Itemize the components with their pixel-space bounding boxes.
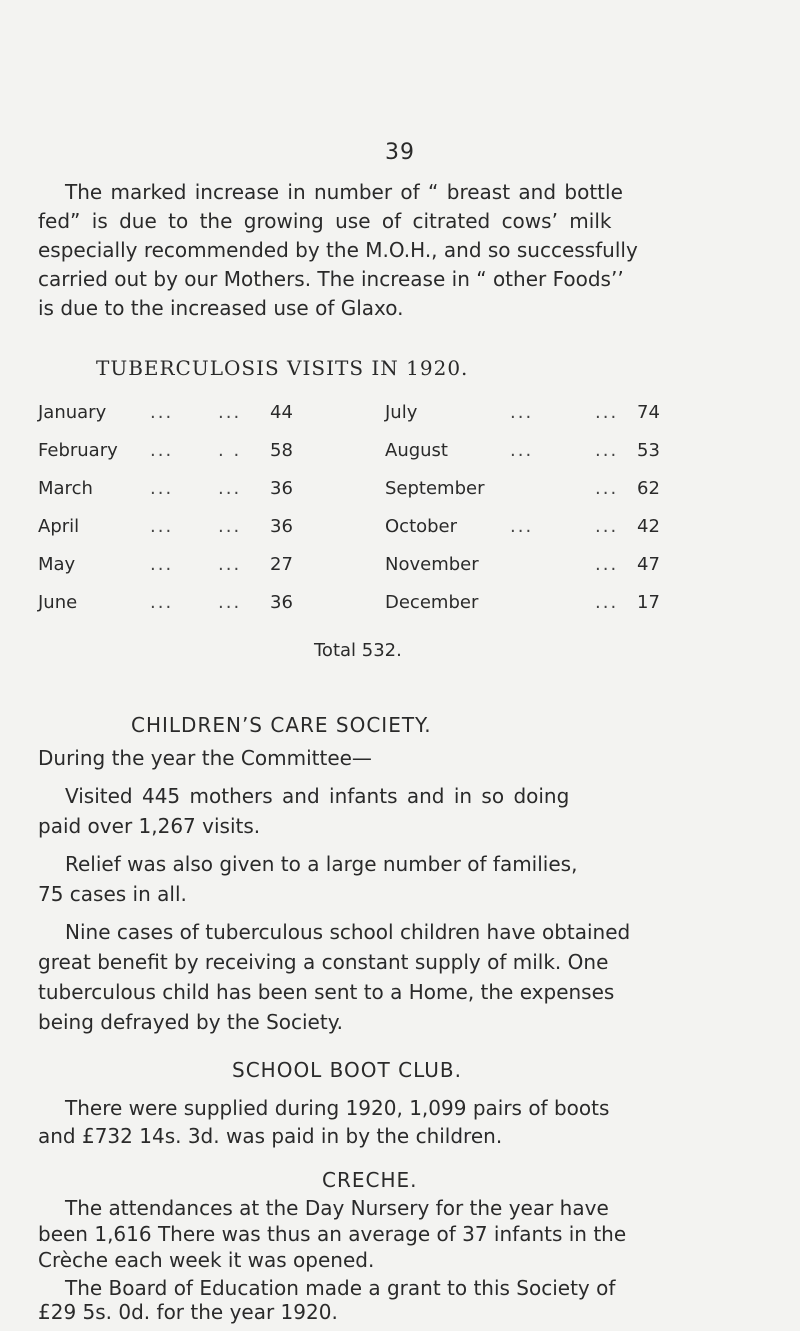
intro-line: especially recommended by the M.O.H., and so successfully — [38, 238, 638, 262]
boot-club-line: There were supplied during 1920, 1,099 pairs of boots — [65, 1096, 610, 1120]
tuberculosis-month-left: June — [38, 592, 78, 613]
childrens-care-line: great benefit by receiving a constant supply of milk. One — [38, 950, 609, 974]
tuberculosis-month-right: August — [385, 440, 448, 461]
tuberculosis-month-left: March — [38, 478, 93, 499]
tuberculosis-dots-left-mid: ... — [218, 516, 242, 537]
tuberculosis-total: Total 532. — [314, 640, 402, 661]
tuberculosis-value-left: 44 — [270, 402, 293, 423]
boot-club-title: SCHOOL BOOT CLUB. — [232, 1058, 462, 1082]
tuberculosis-value-left: 36 — [270, 592, 293, 613]
tuberculosis-dots-right-mid: ... — [595, 478, 619, 499]
creche-line: The Board of Education made a grant to this Society of — [65, 1276, 616, 1300]
tuberculosis-month-left: May — [38, 554, 76, 575]
childrens-care-line: being defrayed by the Society. — [38, 1010, 344, 1034]
tuberculosis-dots-left: ... — [150, 478, 174, 499]
tuberculosis-value-left: 58 — [270, 440, 293, 461]
tuberculosis-dots-left: ... — [150, 592, 174, 613]
childrens-care-line: tuberculous child has been sent to a Home, the expenses — [38, 980, 615, 1004]
intro-line: is due to the increased use of Glaxo. — [38, 296, 404, 320]
tuberculosis-month-right: December — [385, 592, 479, 613]
childrens-care-line: During the year the Committee— — [38, 746, 372, 770]
creche-line: £29 5s. 0d. for the year 1920. — [38, 1300, 338, 1324]
tuberculosis-value-right: 42 — [637, 516, 660, 537]
tuberculosis-month-left: January — [38, 402, 107, 423]
tuberculosis-dots-right-mid: ... — [595, 554, 619, 575]
tuberculosis-value-left: 36 — [270, 516, 293, 537]
creche-line: The attendances at the Day Nursery for the year have — [65, 1196, 609, 1220]
tuberculosis-dots-left: ... — [150, 402, 174, 423]
creche-title: CRECHE. — [322, 1168, 418, 1192]
tuberculosis-month-right: September — [385, 478, 485, 499]
tuberculosis-dots-left: ... — [150, 440, 174, 461]
tuberculosis-dots-left: ... — [150, 516, 174, 537]
page-number: 39 — [385, 140, 415, 165]
tuberculosis-dots-left-mid: . . — [218, 440, 242, 461]
tuberculosis-month-right: November — [385, 554, 479, 575]
tuberculosis-month-left: April — [38, 516, 80, 537]
creche-line: Crèche each week it was opened. — [38, 1248, 375, 1272]
tuberculosis-dots-right: ... — [510, 402, 534, 423]
tuberculosis-dots-left-mid: ... — [218, 402, 242, 423]
intro-line: carried out by our Mothers. The increase in “ other Foods’’ — [38, 267, 624, 291]
tuberculosis-value-right: 74 — [637, 402, 660, 423]
childrens-care-line: Relief was also given to a large number of families, — [65, 852, 578, 876]
tuberculosis-month-right: July — [385, 402, 418, 423]
tuberculosis-dots-right-mid: ... — [595, 516, 619, 537]
tuberculosis-month-right: October — [385, 516, 458, 537]
tuberculosis-dots-right-mid: ... — [595, 402, 619, 423]
boot-club-line: and £732 14s. 3d. was paid in by the children. — [38, 1124, 503, 1148]
tuberculosis-dots-right: ... — [510, 440, 534, 461]
tuberculosis-value-left: 27 — [270, 554, 293, 575]
tuberculosis-title: TUBERCULOSIS VISITS IN 1920. — [96, 356, 469, 380]
tuberculosis-dots-right: ... — [510, 516, 534, 537]
tuberculosis-value-right: 47 — [637, 554, 660, 575]
tuberculosis-dots-left-mid: ... — [218, 554, 242, 575]
tuberculosis-dots-right-mid: ... — [595, 592, 619, 613]
tuberculosis-dots-left: ... — [150, 554, 174, 575]
creche-line: been 1,616 There was thus an average of 37 infants in the — [38, 1222, 627, 1246]
tuberculosis-value-left: 36 — [270, 478, 293, 499]
childrens-care-line: paid over 1,267 visits. — [38, 814, 261, 838]
tuberculosis-value-right: 17 — [637, 592, 660, 613]
intro-line: The marked increase in number of “ breast and bottle — [65, 180, 623, 204]
tuberculosis-dots-left-mid: ... — [218, 478, 242, 499]
tuberculosis-dots-left-mid: ... — [218, 592, 242, 613]
tuberculosis-dots-right-mid: ... — [595, 440, 619, 461]
tuberculosis-month-left: February — [38, 440, 118, 461]
childrens-care-title: CHILDREN’S CARE SOCIETY. — [131, 713, 432, 737]
intro-line: fed” is due to the growing use of citrated cows’ milk — [38, 209, 612, 233]
childrens-care-line: Nine cases of tuberculous school children have obtained — [65, 920, 631, 944]
tuberculosis-value-right: 62 — [637, 478, 660, 499]
childrens-care-line: 75 cases in all. — [38, 882, 187, 906]
tuberculosis-value-right: 53 — [637, 440, 660, 461]
childrens-care-line: Visited 445 mothers and infants and in so doing — [65, 784, 570, 808]
